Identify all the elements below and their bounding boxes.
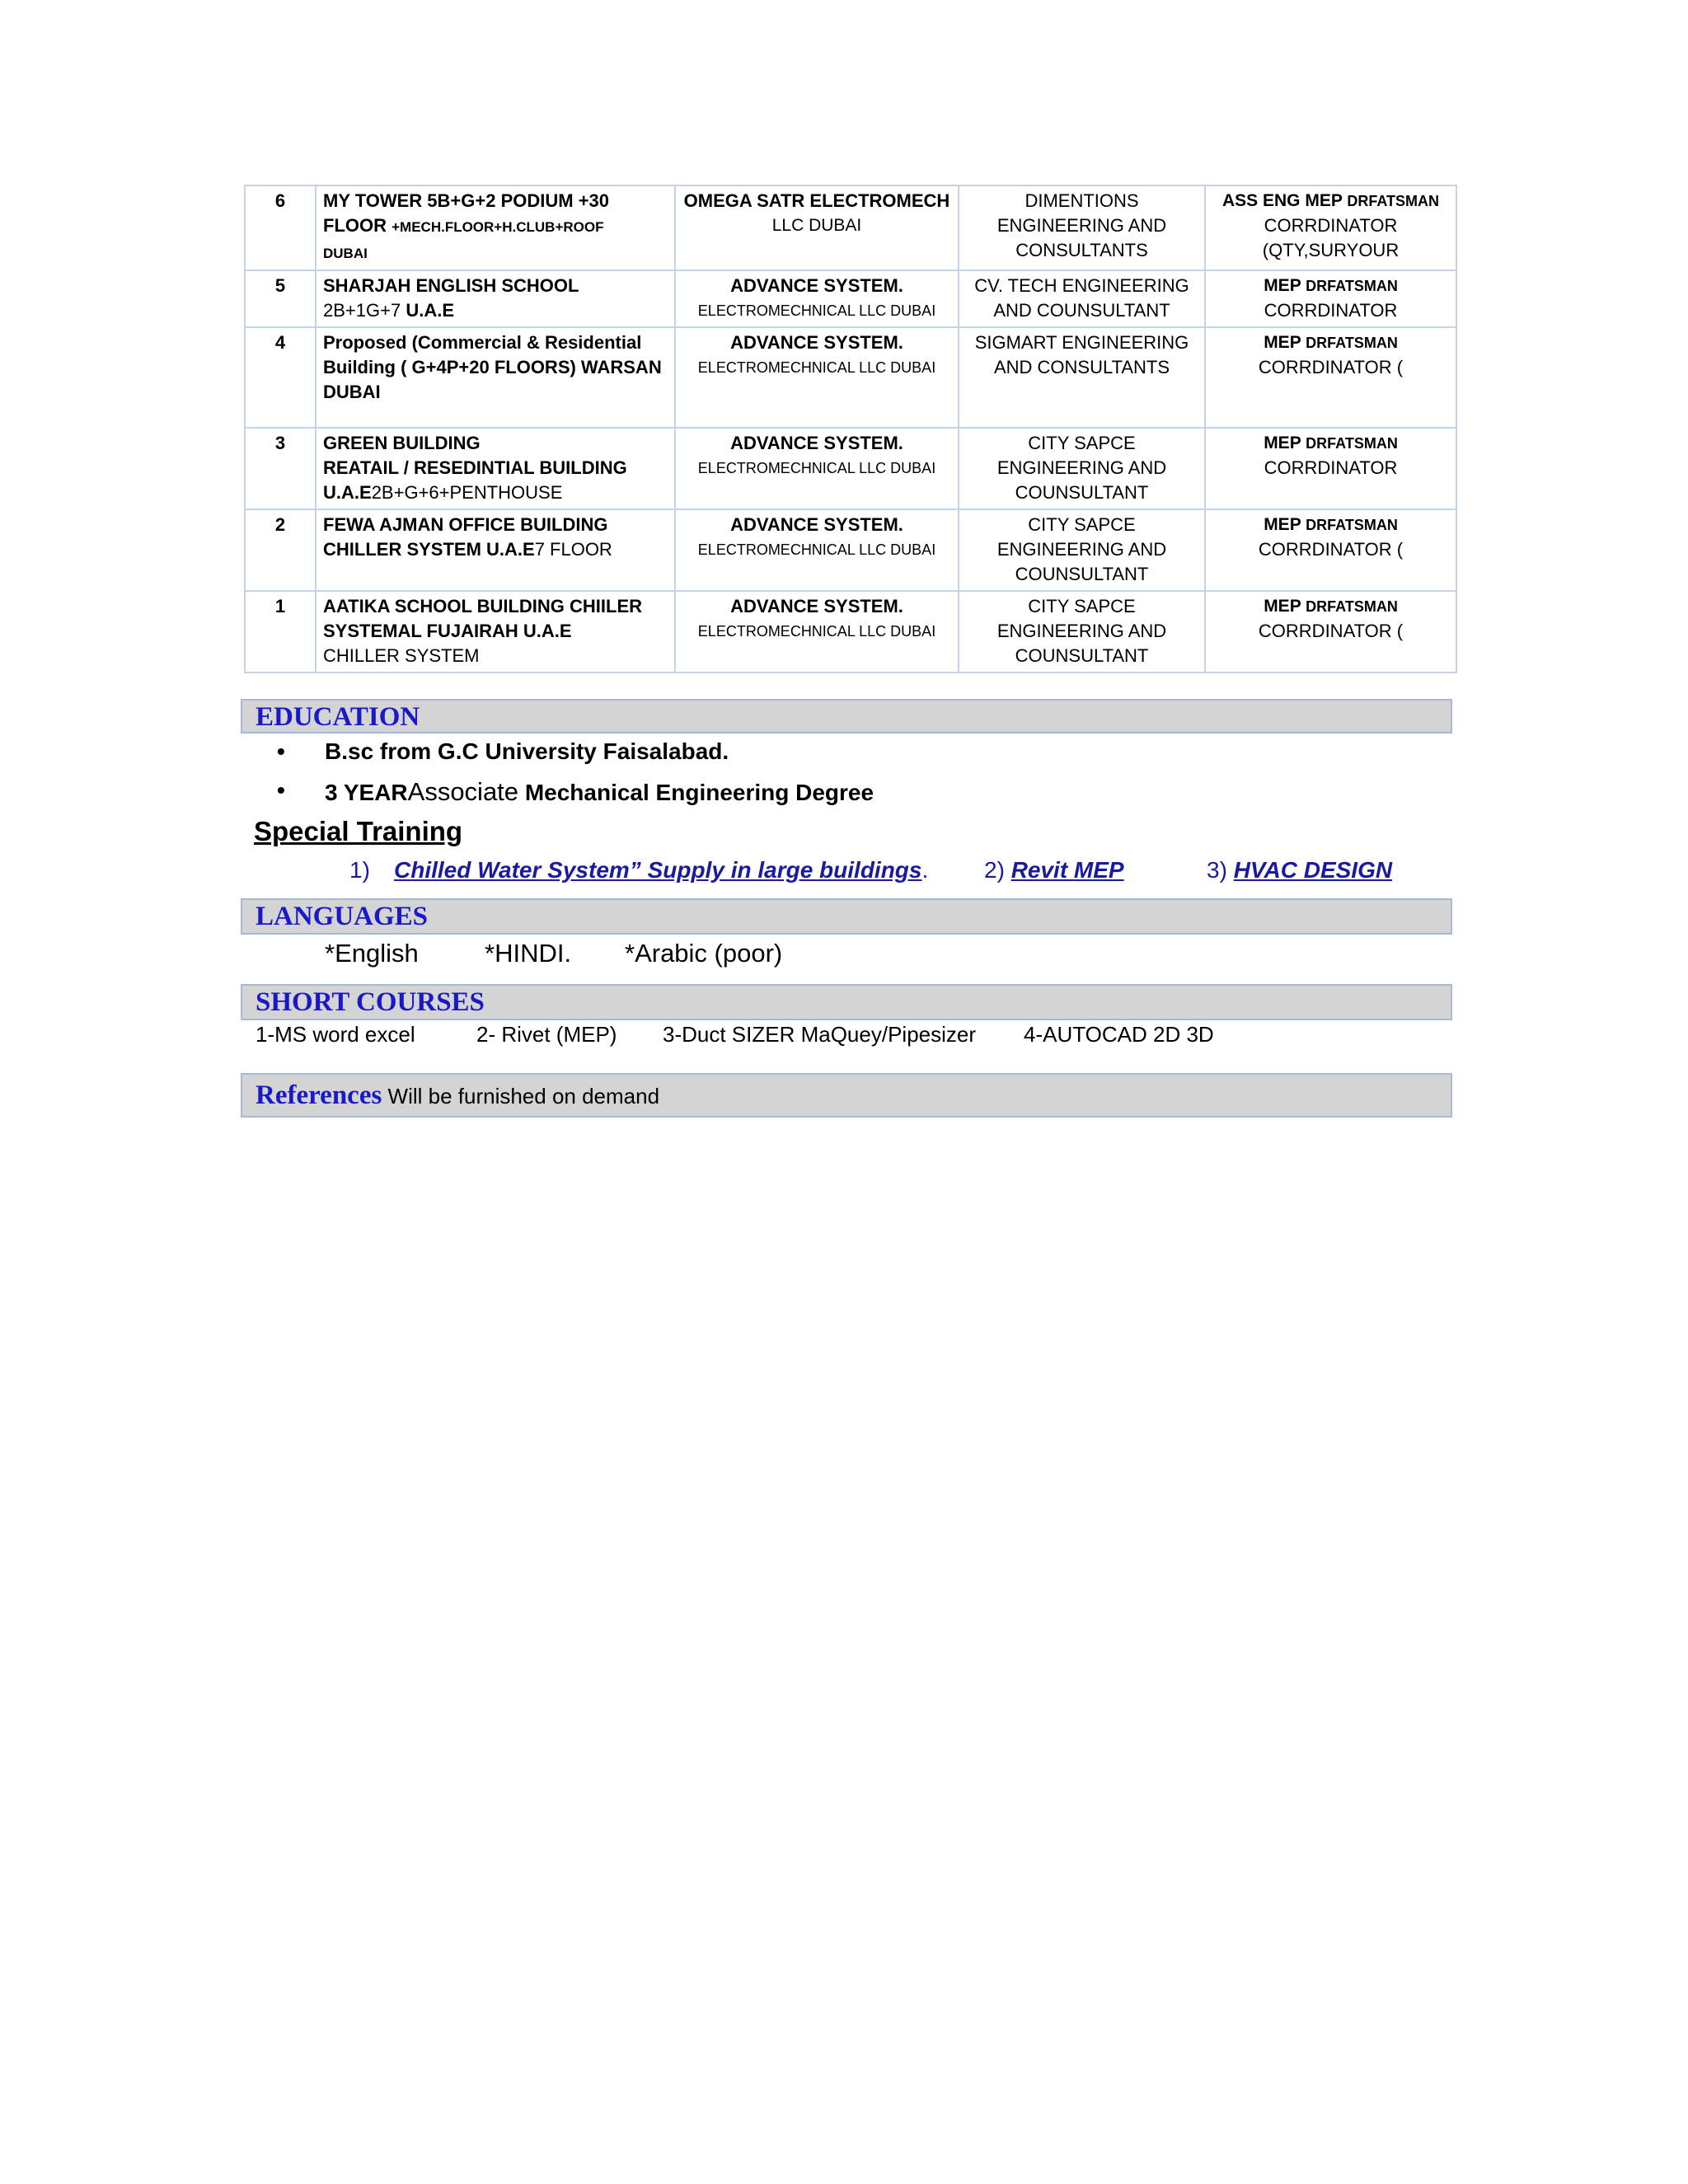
- project-name: Proposed (Commercial & Residential Building ( G+4P+20 FLOORS) WARSAN DUBAI: [316, 327, 675, 428]
- role-line: (QTY,SURYOUR: [1262, 240, 1400, 260]
- role-line: CORRDINATOR (: [1258, 539, 1404, 560]
- role-line: [1212, 431, 1449, 456]
- role-title: DRFATSMAN: [1306, 335, 1398, 351]
- training-item-2: [984, 857, 1124, 883]
- contractor-line: ADVANCE SYSTEM.: [730, 275, 903, 296]
- contractor-line: LLC DUBAI: [771, 216, 862, 235]
- projects-table: [244, 185, 1457, 673]
- project-name: [316, 270, 675, 327]
- contractor-line: OMEGA SATR ELECTROMECH: [683, 190, 950, 211]
- education-item-part: 3 YEAR: [325, 780, 408, 805]
- project-number: 2: [245, 509, 316, 591]
- role-title: DRFATSMAN: [1306, 435, 1398, 452]
- project-number: 6: [245, 185, 316, 270]
- project-name-line: 2B+1G+7: [323, 300, 406, 321]
- contractor: [675, 591, 959, 673]
- contractor: [675, 428, 959, 509]
- references-text: Will be furnished on demand: [382, 1084, 660, 1108]
- language-item: *HINDI.: [485, 939, 572, 968]
- references-label: References: [256, 1080, 382, 1110]
- training-number: 1): [349, 857, 370, 883]
- consultant: DIMENTIONS ENGINEERING AND CONSULTANTS: [959, 185, 1205, 270]
- role-line: [1212, 513, 1449, 537]
- table-row: [245, 509, 1456, 591]
- contractor: [675, 327, 959, 428]
- role: [1205, 327, 1456, 428]
- role-title: DRFATSMAN: [1306, 598, 1398, 615]
- contractor-line: ELECTROMECHNICAL LLC DUBAI: [697, 623, 936, 640]
- contractor-line: ELECTROMECHNICAL LLC DUBAI: [697, 359, 936, 376]
- project-name-line: U.A.E: [323, 482, 372, 503]
- project-name: [316, 509, 675, 591]
- role-title: DRFATSMAN: [1347, 193, 1439, 209]
- education-item-part: Associate: [407, 777, 519, 806]
- training-link-chilled-water[interactable]: Chilled Water System” Supply in large buildings: [394, 857, 922, 883]
- consultant: CITY SAPCE ENGINEERING AND COUNSULTANT: [959, 509, 1205, 591]
- education-item: B.sc from G.C University Faisalabad.: [325, 738, 729, 764]
- project-name-line: +MECH.FLOOR+H.CLUB+ROOF: [392, 219, 604, 235]
- project-name-line: AATIKA SCHOOL BUILDING CHIILER SYSTEMAL FUJAIRAH U.A.E: [323, 596, 643, 641]
- role-line: CORRDINATOR: [1264, 300, 1398, 321]
- project-name-line: GREEN BUILDING: [323, 433, 481, 453]
- role-title: ASS ENG MEP: [1222, 191, 1348, 210]
- role-line: [1212, 330, 1449, 355]
- role-title: MEP: [1264, 597, 1306, 616]
- short-courses-header: [241, 984, 1452, 1020]
- references-title: [242, 1075, 659, 1117]
- course-item: 3-Duct SIZER MaQuey/Pipesizer: [663, 1022, 977, 1047]
- project-name-line: U.A.E: [406, 300, 454, 321]
- project-name-line: CHILLER SYSTEM: [323, 645, 480, 666]
- project-name-line: DUBAI: [323, 246, 368, 261]
- contractor-line: ADVANCE SYSTEM.: [730, 433, 903, 453]
- bullet-icon: •: [277, 777, 285, 803]
- project-name-line: CHILLER SYSTEM U.A.E: [323, 539, 535, 560]
- role-title: DRFATSMAN: [1306, 278, 1398, 294]
- role: [1205, 509, 1456, 591]
- role-title: DRFATSMAN: [1306, 517, 1398, 533]
- contractor-line: ADVANCE SYSTEM.: [730, 596, 903, 616]
- project-name: [316, 185, 675, 270]
- role: [1205, 185, 1456, 270]
- contractor: [675, 270, 959, 327]
- short-courses-title: SHORT COURSES: [256, 987, 485, 1017]
- training-number: 3): [1207, 857, 1234, 883]
- role-line: CORRDINATOR: [1264, 457, 1398, 478]
- project-number: 3: [245, 428, 316, 509]
- table-row: [245, 327, 1456, 428]
- role-line: [1212, 594, 1449, 619]
- table-row: [245, 185, 1456, 270]
- course-item: 1-MS word excel: [256, 1022, 415, 1047]
- role-line: CORRDINATOR (: [1258, 621, 1404, 641]
- contractor-line: ELECTROMECHNICAL LLC DUBAI: [697, 460, 936, 476]
- training-punct: .: [921, 857, 929, 883]
- contractor: [675, 509, 959, 591]
- contractor-line: ELECTROMECHNICAL LLC DUBAI: [697, 302, 936, 319]
- role-title: MEP: [1264, 434, 1306, 452]
- contractor-line: ELECTROMECHNICAL LLC DUBAI: [697, 541, 936, 558]
- role-line: [1212, 189, 1449, 213]
- role-title: MEP: [1264, 333, 1306, 352]
- role-line: CORRDINATOR (: [1258, 357, 1404, 377]
- table-row: [245, 270, 1456, 327]
- project-name-line: 7 FLOOR: [534, 539, 612, 560]
- role-line: [1212, 274, 1449, 298]
- course-item: 4-AUTOCAD 2D 3D: [1024, 1022, 1214, 1047]
- consultant: CITY SAPCE ENGINEERING AND COUNSULTANT: [959, 428, 1205, 509]
- table-row: [245, 591, 1456, 673]
- contractor: [675, 185, 959, 270]
- role: [1205, 428, 1456, 509]
- contractor-line: ADVANCE SYSTEM.: [730, 514, 903, 535]
- training-item-3: [1207, 857, 1392, 883]
- consultant: CV. TECH ENGINEERING AND COUNSULTANT: [959, 270, 1205, 327]
- special-training-title: Special Training: [254, 816, 463, 846]
- language-item: *English: [325, 939, 419, 968]
- bullet-icon: •: [277, 738, 285, 764]
- role-title: MEP: [1264, 276, 1306, 295]
- education-item: [325, 777, 874, 807]
- project-number: 5: [245, 270, 316, 327]
- role: [1205, 270, 1456, 327]
- languages-title: LANGUAGES: [256, 902, 429, 931]
- training-number: 2): [984, 857, 1011, 883]
- language-item: *Arabic (poor): [625, 939, 783, 968]
- training-item-1: [349, 857, 370, 883]
- references-header: [241, 1073, 1452, 1118]
- project-number: 1: [245, 591, 316, 673]
- project-name-line: SHARJAH ENGLISH SCHOOL: [323, 275, 579, 296]
- contractor-line: ADVANCE SYSTEM.: [730, 332, 903, 353]
- consultant: CITY SAPCE ENGINEERING AND COUNSULTANT: [959, 591, 1205, 673]
- project-name-line: FEWA AJMAN OFFICE BUILDING: [323, 514, 608, 535]
- project-name-line: REATAIL / RESEDINTIAL BUILDING: [323, 457, 627, 478]
- training-link-hvac-design[interactable]: HVAC DESIGN: [1233, 857, 1393, 883]
- education-header: [241, 699, 1452, 733]
- project-name-line: 2B+G+6+PENTHOUSE: [371, 482, 563, 503]
- consultant: SIGMART ENGINEERING AND CONSULTANTS: [959, 327, 1205, 428]
- table-row: [245, 428, 1456, 509]
- project-name: [316, 591, 675, 673]
- education-title: EDUCATION: [256, 702, 420, 732]
- project-number: 4: [245, 327, 316, 428]
- project-name: [316, 428, 675, 509]
- project-name-line: FLOOR: [323, 215, 392, 236]
- role: [1205, 591, 1456, 673]
- training-link-revit-mep[interactable]: Revit MEP: [1010, 857, 1124, 883]
- training-item-1-text: [394, 857, 928, 883]
- education-item-part: Mechanical Engineering Degree: [518, 780, 874, 805]
- role-line: CORRDINATOR: [1264, 215, 1398, 236]
- project-name-line: MY TOWER 5B+G+2 PODIUM +30: [323, 190, 610, 211]
- languages-header: [241, 898, 1452, 935]
- course-item: 2- Rivet (MEP): [476, 1022, 617, 1047]
- role-title: MEP: [1264, 515, 1306, 534]
